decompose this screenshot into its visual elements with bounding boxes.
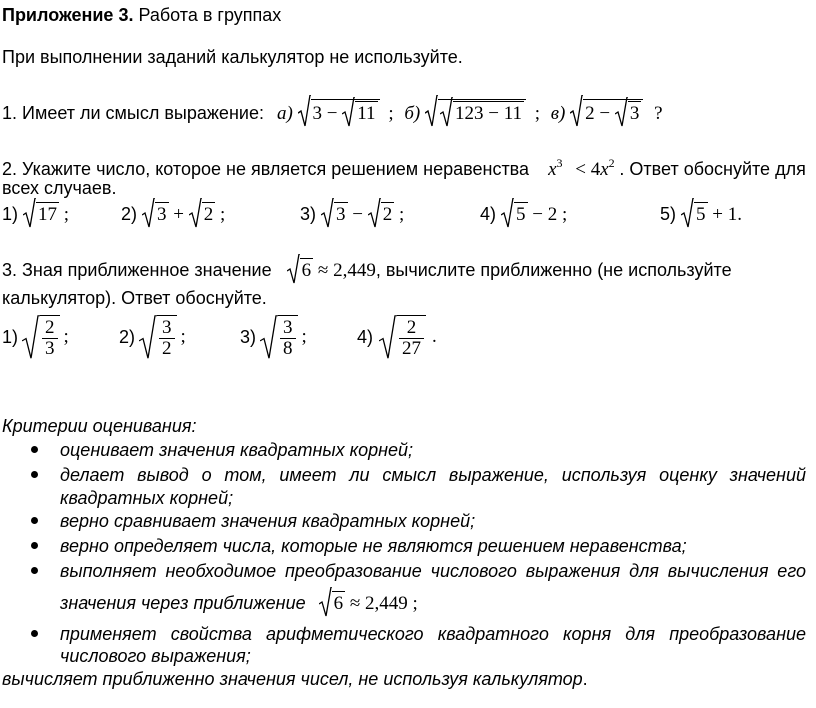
- option-3-1: 1) $\frac{2}{3}$ ;: [2, 317, 69, 359]
- option-3-2: 2) $\frac{3}{2}$ ;: [119, 317, 186, 359]
- option-3-3: 3) $\frac{3}{8}$ ;: [240, 317, 307, 359]
- bullet-icon: [31, 471, 38, 478]
- task-1-v-label: в): [550, 103, 566, 124]
- criteria-item: делает вывод о том, имеет ли смысл выражение, используя оценку значений: [60, 465, 806, 485]
- bullet-icon: [31, 446, 38, 453]
- criteria-item: применяет свойства арифметического квадратного корня для преобразование: [60, 624, 806, 644]
- criteria-item-cont: числового выражения;: [60, 646, 251, 666]
- title-text: Работа в группах: [133, 5, 282, 25]
- task-3: 3. Зная приближенное значение 6 ≈ 2,449, вычислите приближенно (не используйте: [2, 258, 732, 282]
- approx-value: 6 ≈ 2,449: [287, 260, 376, 281]
- option-2-3: 3) 3 − 2 ;: [300, 202, 404, 226]
- option-2-4: 4) 5 − 2 ;: [480, 202, 567, 226]
- task-1-b-label: б): [404, 103, 421, 124]
- bullet-icon: [31, 567, 38, 574]
- task-1-text: 1. Имеет ли смысл выражение:: [2, 103, 264, 123]
- task-1-v-expr: 2 − 3: [570, 99, 643, 125]
- option-2-2: 2) 3 + 2 ;: [121, 202, 225, 226]
- criteria-item-cont: квадратных корней;: [60, 488, 234, 508]
- criteria-item: оценивает значения квадратных корней;: [60, 440, 414, 460]
- bullet-icon: [31, 630, 38, 637]
- task-3-cont: калькулятор). Ответ обоснуйте.: [2, 288, 267, 308]
- task-1-a-expr: 3 − 11: [298, 99, 380, 125]
- task-2-cont: всех случаев.: [2, 178, 117, 198]
- task-2: 2. Укажите число, которое не является решением неравенства $x^3 < 4x^2$ . Ответ обоснуйте для: [2, 156, 806, 180]
- option-3-4: 4) $\frac{2}{27}$ .: [357, 317, 437, 359]
- bullet-icon: [31, 517, 38, 524]
- task-1-b-expr: 123 − 11: [425, 99, 526, 125]
- bullet-icon: [31, 542, 38, 549]
- criteria-item-cont: значения через приближение 6 ≈ 2,449 ;: [60, 591, 806, 615]
- task-2-text: 2. Укажите число, которое не является решением неравенства: [2, 159, 530, 179]
- criteria-final: вычисляет приближенно значения чисел, не используя калькулятор.: [2, 669, 588, 689]
- task-1: 1. Имеет ли смысл выражение: а) 3 − 11 ; б) 123 − 11 ; в) 2 − 3 ?: [2, 99, 663, 125]
- appendix-label: Приложение 3.: [2, 5, 134, 25]
- option-2-5: 5) 5 + 1.: [660, 202, 742, 226]
- task-3-options: [2, 308, 802, 366]
- inequality: $x^3 < 4x^2$: [548, 156, 615, 180]
- criteria-title: Критерии оценивания:: [2, 416, 197, 436]
- task-1-a-label: а): [276, 103, 293, 124]
- page-title: [2, 4, 281, 26]
- criteria-item: верно определяет числа, которые не являются решением неравенства;: [60, 536, 687, 556]
- criteria-item: верно сравнивает значения квадратных корней;: [60, 511, 476, 531]
- criteria-item: выполняет необходимое преобразование числового выражения для вычисления его: [60, 561, 806, 581]
- task-3-text: 3. Зная приближенное значение: [2, 260, 272, 280]
- intro-text: При выполнении заданий калькулятор не используйте.: [2, 47, 463, 67]
- option-2-1: 1) 17 ;: [2, 202, 69, 226]
